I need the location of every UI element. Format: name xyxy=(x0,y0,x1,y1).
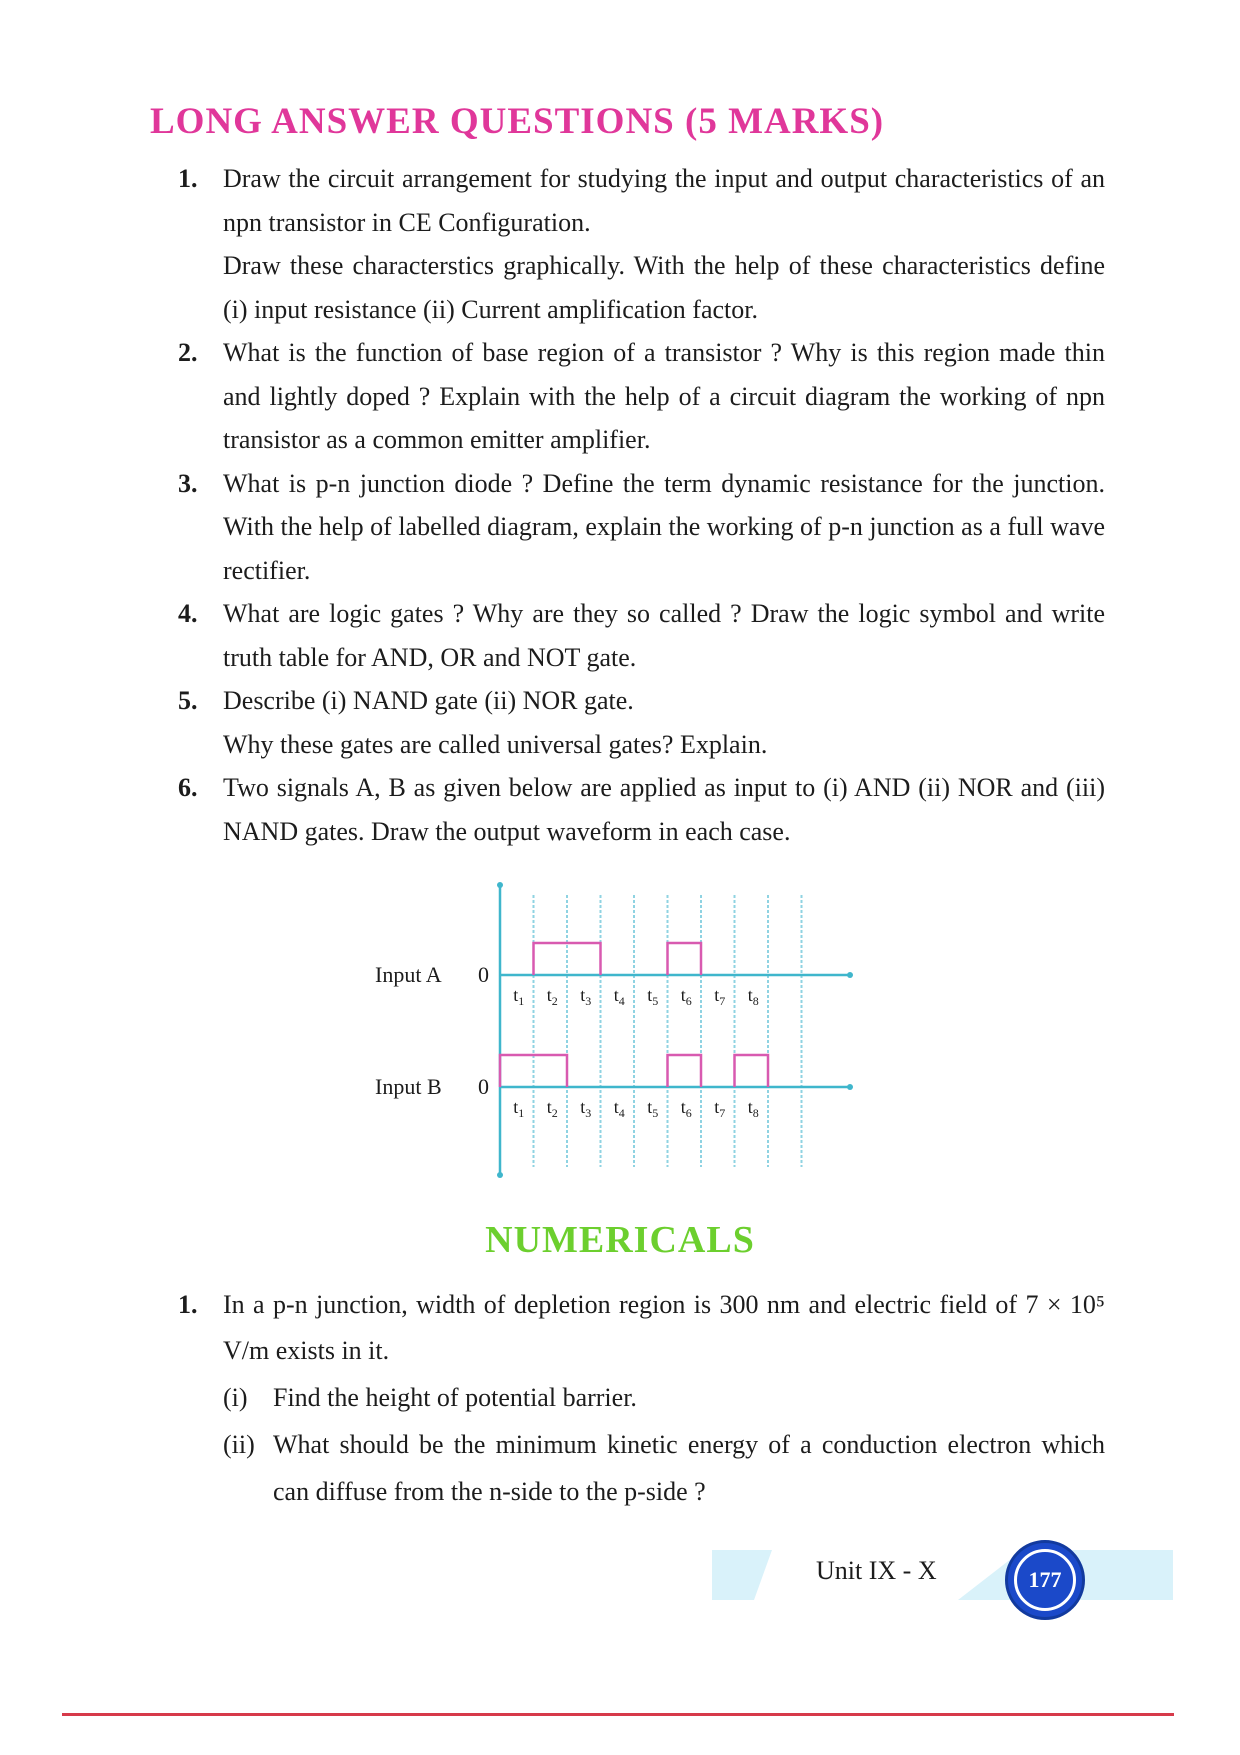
section-heading: LONG ANSWER QUESTIONS (5 MARKS) xyxy=(150,101,885,142)
tick-label: $t_2$ xyxy=(546,985,558,1008)
tick-label: $t_1$ xyxy=(513,985,525,1008)
footer-band xyxy=(712,1550,772,1600)
part-text: Find the height of potential barrier. xyxy=(273,1383,637,1412)
question-number: 4. xyxy=(178,599,198,628)
question-2 xyxy=(170,331,1105,462)
input-b-pulse xyxy=(668,1055,702,1087)
question-text: Why these gates are called universal gates? Explain. xyxy=(223,729,768,759)
question-number: 2. xyxy=(178,338,198,367)
tick-label: $t_8$ xyxy=(747,1097,759,1120)
long-question-list xyxy=(170,157,1105,853)
numerical-number: 1. xyxy=(178,1290,198,1319)
zero-label: 0 xyxy=(478,1074,489,1099)
question-6 xyxy=(170,766,1105,853)
page-footer xyxy=(0,1540,1240,1620)
input-a-label: Input A xyxy=(375,962,442,987)
tick-label: $t_5$ xyxy=(647,985,659,1008)
unit-label: Unit IX - X xyxy=(816,1556,937,1585)
numerical-1 xyxy=(170,1282,1105,1515)
tick-label: $t_5$ xyxy=(647,1097,659,1120)
question-number: 6. xyxy=(178,773,198,802)
question-text: What is the function of base region of a transistor ? Why is this region made thin and lightly doped ? Explain with the help of a circuit diagram the working of npn transistor as a common emitter amplifier. xyxy=(223,338,1105,454)
tick-label: $t_6$ xyxy=(680,985,692,1008)
question-number: 1. xyxy=(178,164,198,193)
question-number: 3. xyxy=(178,468,198,498)
question-5 xyxy=(170,679,1105,766)
axis-end xyxy=(497,882,503,888)
question-number: 5. xyxy=(178,686,198,715)
question-4 xyxy=(170,592,1105,679)
axis-arrow xyxy=(847,972,853,978)
zero-label: 0 xyxy=(478,962,489,987)
question-text: What is p-n junction diode ? Define the term dynamic resistance for the junction. With the help of labelled diagram, explain the working of p-n junction as a full wave rectifier. xyxy=(223,468,1105,585)
numerical-part-ii xyxy=(223,1421,1105,1515)
page-number-badge xyxy=(1005,1540,1085,1620)
numerical-part-i xyxy=(223,1374,1105,1421)
tick-label: $t_4$ xyxy=(613,985,625,1008)
question-3 xyxy=(170,462,1105,593)
question-text: Describe (i) NAND gate (ii) NOR gate. xyxy=(223,686,634,715)
axis-arrow xyxy=(847,1084,853,1090)
numericals-list xyxy=(170,1282,1105,1515)
tick-label: $t_3$ xyxy=(580,985,592,1008)
question-text: Draw these characterstics graphically. With the help of these characteristics define (i) input resistance (ii) Current amplification factor. xyxy=(223,251,1105,324)
waveform-svg xyxy=(370,875,870,1195)
part-number: (i) xyxy=(223,1383,248,1412)
tick-label: $t_1$ xyxy=(513,1097,525,1120)
tick-label: $t_6$ xyxy=(680,1097,692,1120)
part-text: What should be the minimum kinetic energy of a conduction electron which can diffuse from the n-side to the p-side ? xyxy=(273,1430,1105,1506)
tick-label: $t_2$ xyxy=(546,1097,558,1120)
tick-label: $t_8$ xyxy=(747,985,759,1008)
question-text: Two signals A, B as given below are applied as input to (i) AND (ii) NOR and (iii) NAND gates. Draw the output waveform in each case. xyxy=(223,773,1105,846)
tick-label: $t_7$ xyxy=(714,985,726,1008)
axis-end xyxy=(497,1172,503,1178)
numericals-heading: NUMERICALS xyxy=(485,1219,755,1261)
page-number: 177 xyxy=(1014,1549,1076,1611)
question-1 xyxy=(170,157,1105,331)
tick-label: $t_4$ xyxy=(613,1097,625,1120)
input-b-label: Input B xyxy=(375,1074,442,1099)
question-text: Draw the circuit arrangement for studying the input and output characteristics of an npn transistor in CE Configuration. xyxy=(223,164,1105,237)
input-b-pulse xyxy=(735,1055,769,1087)
input-a-pulse xyxy=(668,943,702,975)
numerical-text: In a p-n junction, width of depletion region is 300 nm and electric field of 7 × 10⁵ V/m exists in it. xyxy=(223,1290,1105,1365)
question-text: What are logic gates ? Why are they so called ? Draw the logic symbol and write truth table for AND, OR and NOT gate. xyxy=(223,599,1105,672)
tick-label: $t_3$ xyxy=(580,1097,592,1120)
bottom-rule xyxy=(62,1713,1174,1716)
part-number: (ii) xyxy=(223,1430,255,1459)
tick-label: $t_7$ xyxy=(714,1097,726,1120)
waveform-diagram xyxy=(370,875,870,1200)
